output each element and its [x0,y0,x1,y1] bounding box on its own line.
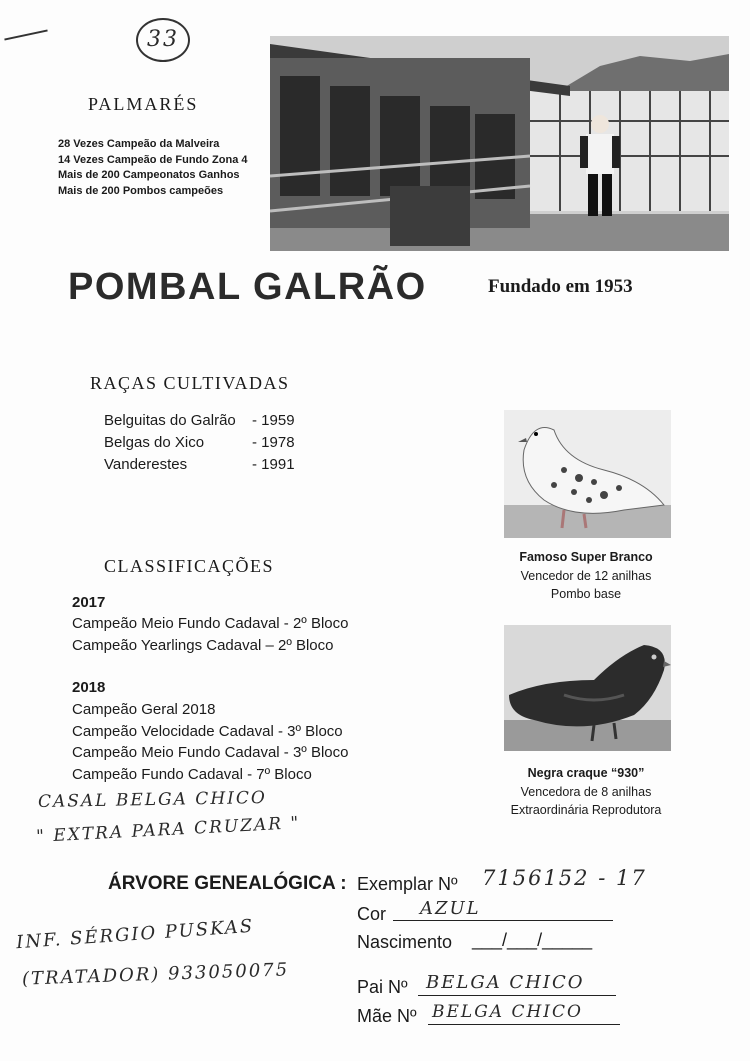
palmares-item: Mais de 200 Campeonatos Ganhos [58,169,240,181]
bird-photo-white [504,410,671,538]
cor-label: Cor [357,904,387,924]
bird-caption-line: Negra craque “930” [527,766,645,780]
raca-name: Belgas do Xico [104,434,205,451]
handwritten-casal: CASAL BELGA CHICO [37,788,268,812]
bird-caption-line: Famoso Super Branco [519,550,653,564]
page-number-circle: 33 [136,18,190,62]
mae-value: BELGA CHICO [432,1002,583,1022]
classification-list [72,613,348,656]
raca-year: - 1978 [252,434,295,451]
mae-underline [428,1024,620,1025]
page-title: POMBAL GALRÃO [68,266,427,308]
mae-label: Mãe Nº [357,1006,417,1026]
classification-entry: Campeão Meio Fundo Cadaval - 3º Bloco [72,744,349,761]
raca-row [104,432,295,454]
arvore-title: ÁRVORE GENEALÓGICA : [108,873,347,894]
cor-value: AZUL [420,898,481,919]
loft-photo [270,36,729,251]
handwritten-phone: (TRATADOR) 933050075 [21,959,290,990]
exemplar-value: 7156152 - 17 [482,866,647,890]
classification-entry: Campeão Geral 2018 [72,701,216,718]
raca-name: Belguitas do Galrão [104,412,236,429]
raca-row [104,410,295,432]
bird-caption-dark [486,764,686,820]
bird-caption-line: Extraordinária Reprodutora [510,803,662,817]
pai-label: Pai Nº [357,977,408,997]
racas-title: RAÇAS CULTIVADAS [90,373,290,393]
bird-caption-white [486,548,686,604]
raca-year: - 1959 [252,412,295,429]
bird-caption-line: Vencedor de 12 anilhas [520,568,652,583]
nascimento-label: Nascimento [357,932,453,952]
pigeon-dark-illustration [504,625,671,751]
year-heading: 2018 [72,679,106,696]
nascimento-value: ___/___/_____ [472,930,593,950]
classification-entry: Campeão Meio Fundo Cadaval - 2º Bloco [72,615,349,632]
classification-entry: Campeão Velocidade Cadaval - 3º Bloco [72,722,343,740]
pen-stroke-mark [4,29,47,40]
classification-entry: Campeão Fundo Cadaval - 7º Bloco [72,765,312,783]
loft-illustration [270,36,729,251]
pai-value: BELGA CHICO [426,972,585,993]
palmares-item: 14 Vezes Campeão de Fundo Zona 4 [58,153,248,166]
classification-list [72,699,348,785]
cor-underline [393,920,613,921]
founded-text: Fundado em 1953 [488,276,633,297]
palmares-item: 28 Vezes Campeão da Malveira [58,138,220,150]
palmares-title: PALMARÉS [88,94,199,114]
palmares-list [58,137,248,199]
bird-caption-line: Pombo base [550,587,622,601]
classification-entry: Campeão Yearlings Cadaval – 2º Bloco [72,636,334,654]
year-heading: 2017 [72,594,106,611]
raca-year: - 1991 [252,456,295,473]
classificacoes-title: CLASSIFICAÇÕES [104,556,275,576]
raca-row [104,454,295,476]
handwritten-info: INF. SÉRGIO PUSKAS [15,915,255,954]
pigeon-white-illustration [504,410,671,538]
palmares-item: Mais de 200 Pombos campeões [58,184,224,197]
racas-list [104,410,295,476]
pai-underline [418,995,616,996]
exemplar-label: Exemplar Nº [357,874,458,894]
bird-caption-line: Vencedora de 8 anilhas [520,784,652,799]
raca-name: Vanderestes [104,456,188,473]
handwritten-extra: " EXTRA PARA CRUZAR " [35,813,301,847]
bird-photo-dark [504,625,671,751]
